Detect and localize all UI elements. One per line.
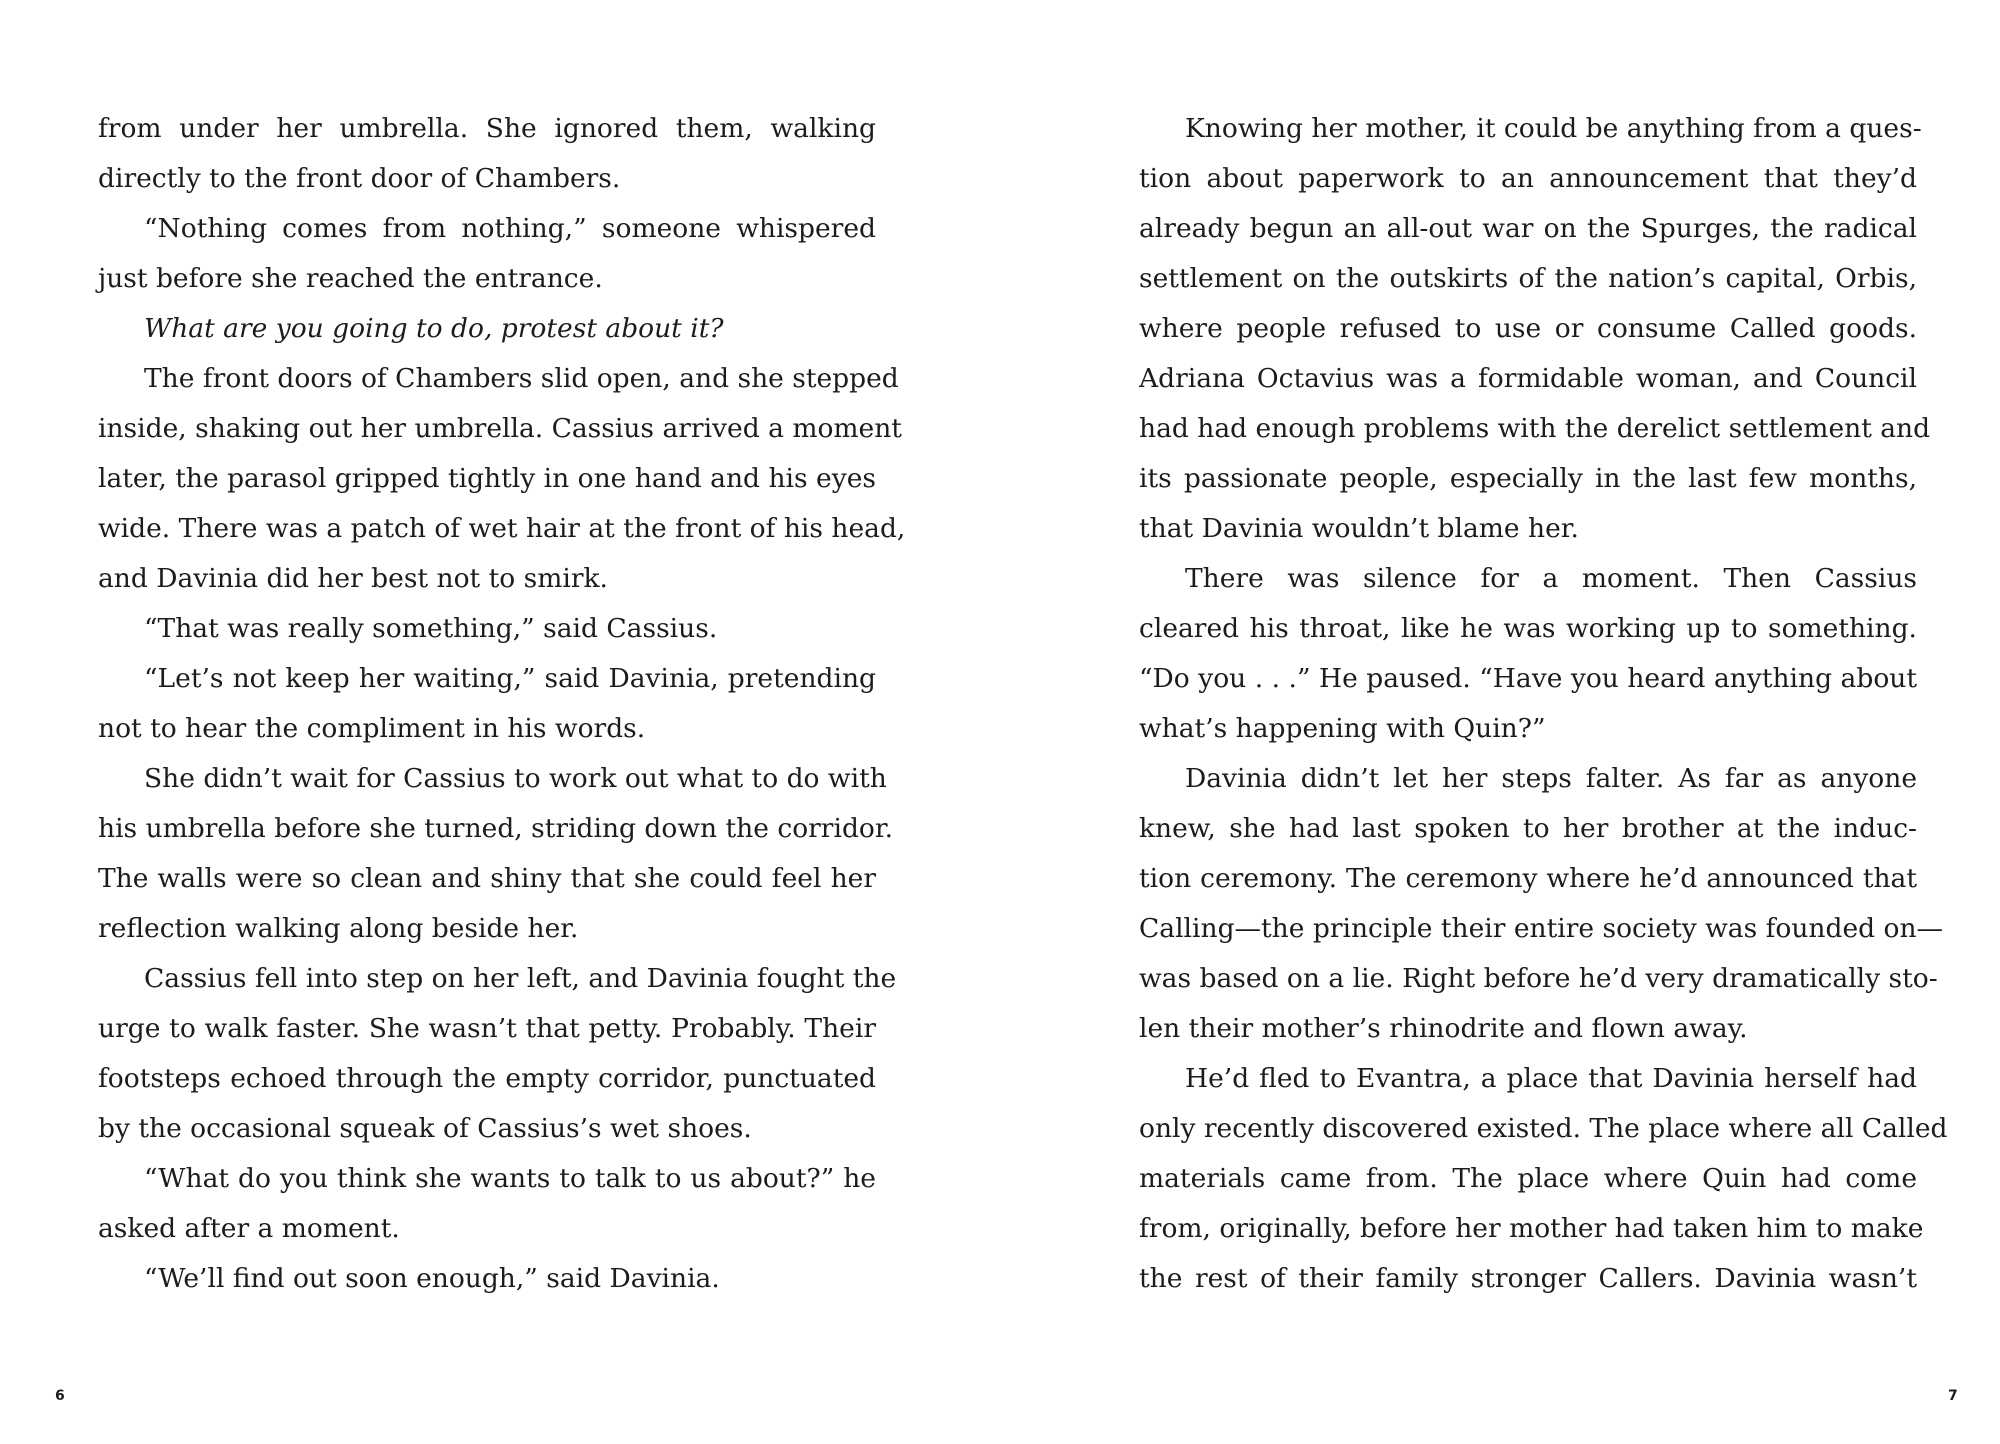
text-line: inside, shaking out her umbrella. Cassius arrived a moment [98,413,902,444]
text-line: tion about paperwork to an announcement that they’d [1139,163,1917,194]
text-line: already begun an all-out war on the Spurges, the radical [1139,213,1917,244]
text-line: the rest of their family stronger Callers. Davinia wasn’t [1139,1263,1917,1294]
text-line: later, the parasol gripped tightly in one hand and his eyes [98,463,876,494]
text-line: directly to the front door of Chambers. [98,163,621,194]
text-line: urge to walk faster. She wasn’t that petty. Probably. Their [98,1013,876,1044]
text-line: where people refused to use or consume Called goods. [1139,313,1917,344]
text-line: Davinia didn’t let her steps falter. As far as anyone [1185,763,1917,794]
text-line: and Davinia did her best not to smirk. [98,563,608,594]
text-line: Cassius fell into step on her left, and Davinia fought the [144,963,897,994]
text-line: from under her umbrella. She ignored them, walking [98,113,876,144]
text-line: reflection walking along beside her. [98,913,579,944]
text-line: his umbrella before she turned, striding down the corridor. [98,813,894,844]
text-line: its passionate people, especially in the last few months, [1139,463,1917,494]
text-line: “Nothing comes from nothing,” someone whispered [144,213,876,244]
text-line: just before she reached the entrance. [98,263,603,294]
text-line: The walls were so clean and shiny that she could feel her [98,863,876,894]
text-line: wide. There was a patch of wet hair at the front of his head, [98,513,906,544]
text-line: “What do you think she wants to talk to us about?” he [144,1163,876,1194]
text-line: was based on a lie. Right before he’d very dramatically sto- [1139,963,1938,994]
text-line: The front doors of Chambers slid open, and she stepped [144,363,899,394]
text-line: only recently discovered existed. The place where all Called [1139,1113,1948,1144]
text-line: He’d fled to Evantra, a place that Davinia herself had [1185,1063,1917,1094]
text-line: asked after a moment. [98,1213,400,1244]
text-line: that Davinia wouldn’t blame her. [1139,513,1579,544]
page-number-right: 7 [1948,1388,1958,1404]
text-line: Knowing her mother, it could be anything from a ques- [1185,113,1922,144]
text-line: len their mother’s rhinodrite and flown away. [1139,1013,1748,1044]
text-line: footsteps echoed through the empty corridor, punctuated [98,1063,876,1094]
text-line: by the occasional squeak of Cassius’s wet shoes. [98,1113,752,1144]
text-line: what’s happening with Quin?” [1139,713,1546,744]
text-line: settlement on the outskirts of the nation’s capital, Orbis, [1139,263,1917,294]
text-line: She didn’t wait for Cassius to work out what to do with [144,763,887,794]
text-line: knew, she had last spoken to her brother at the induc- [1139,813,1917,844]
text-line: “We’ll find out soon enough,” said Davinia. [144,1263,720,1294]
italic-text-line: What are you going to do, protest about it? [144,313,724,344]
text-line: “That was really something,” said Cassius. [144,613,718,644]
text-line: materials came from. The place where Quin had come [1139,1163,1917,1194]
text-line: “Let’s not keep her waiting,” said Davinia, pretending [144,663,876,694]
text-line: tion ceremony. The ceremony where he’d announced that [1139,863,1917,894]
page-number-left: 6 [55,1388,65,1404]
text-line: cleared his throat, like he was working up to something. [1139,613,1917,644]
text-line: Calling—the principle their entire society was founded on— [1139,913,1944,944]
text-line: There was silence for a moment. Then Cassius [1185,563,1917,594]
text-line: had had enough problems with the derelict settlement and [1139,413,1931,444]
text-line: from, originally, before her mother had taken him to make [1139,1213,1924,1244]
text-line: “Do you . . .” He paused. “Have you heard anything about [1139,663,1917,694]
text-line: Adriana Octavius was a formidable woman, and Council [1139,363,1917,394]
text-line: not to hear the compliment in his words. [98,713,646,744]
